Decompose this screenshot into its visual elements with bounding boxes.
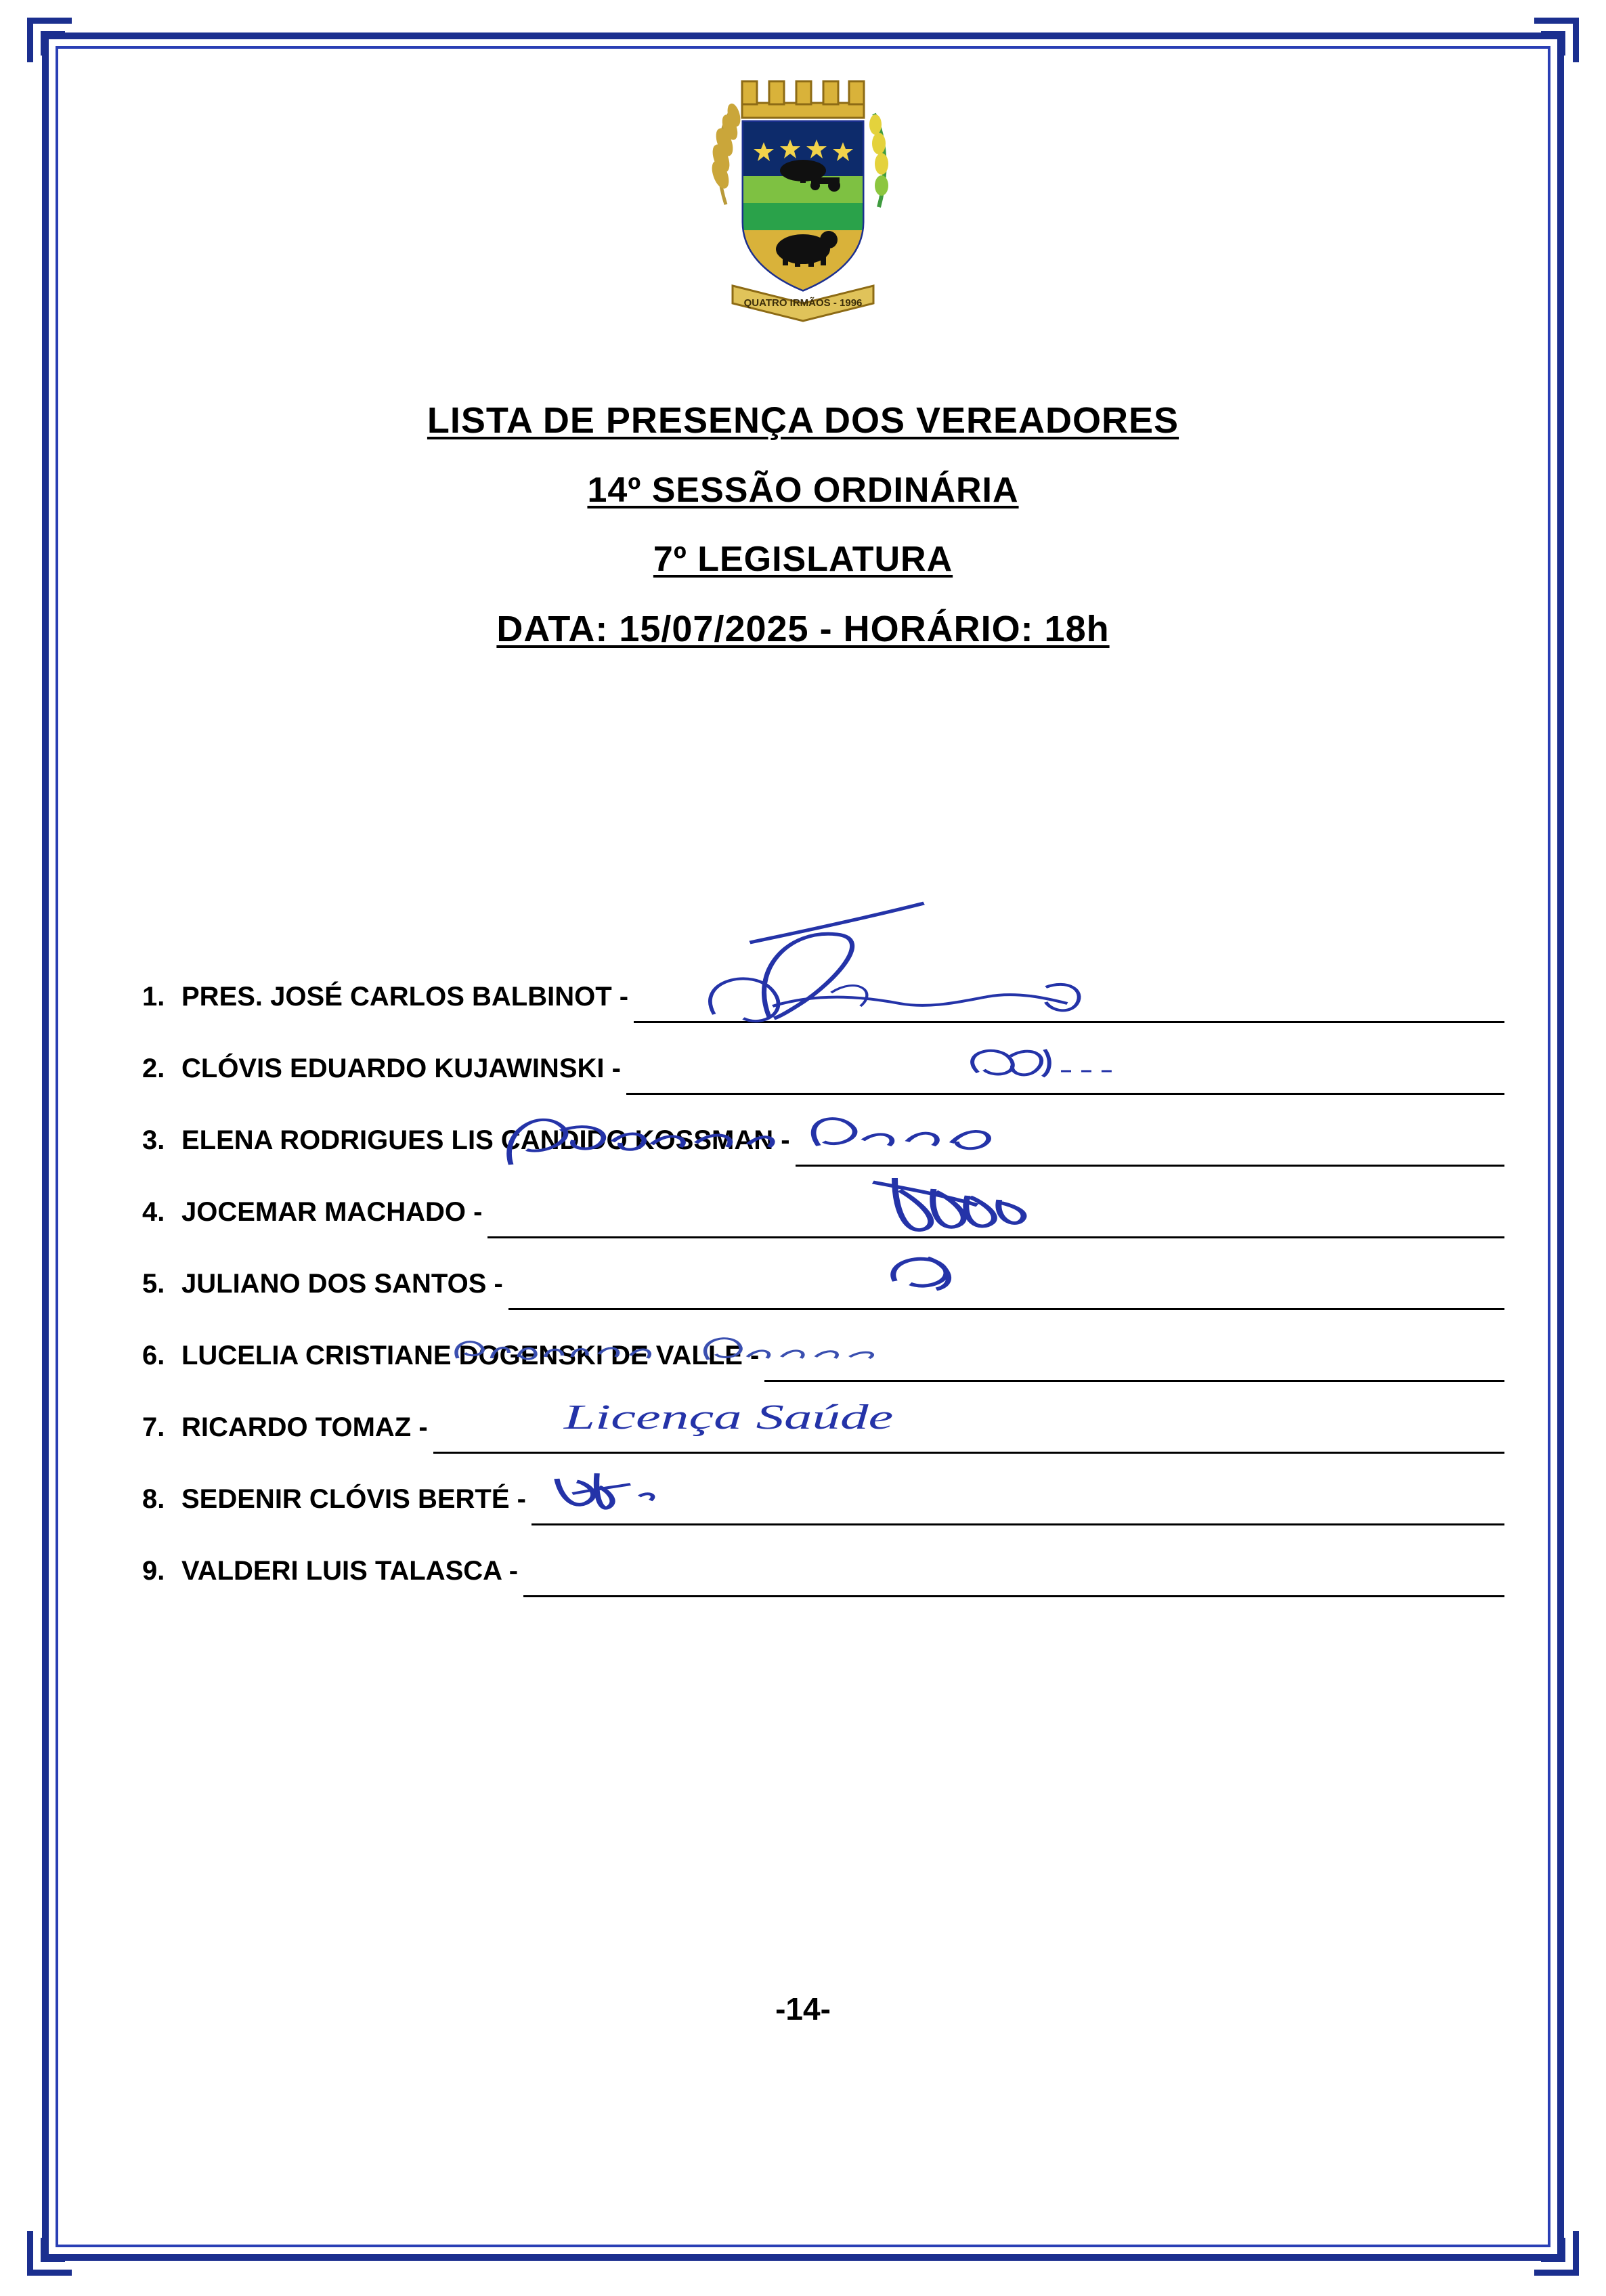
legislature-subtitle: 7º LEGISLATURA — [653, 540, 953, 579]
list-item — [142, 1525, 1504, 1597]
list-item — [142, 1023, 1504, 1095]
signature-line[interactable] — [531, 1397, 1504, 1525]
row-name: JULIANO DOS SANTOS - — [181, 1269, 503, 1299]
row-name: VALDERI LUIS TALASCA - — [181, 1556, 519, 1586]
signature-line[interactable] — [796, 1128, 1504, 1167]
row-name: ELENA RODRIGUES LIS CANDIDO KOSSMAN - — [181, 1125, 790, 1155]
signature-line[interactable] — [523, 1559, 1504, 1597]
signature-line[interactable] — [433, 1415, 1504, 1454]
row-number: 9. — [142, 1556, 165, 1586]
page-number: -14- — [775, 1991, 831, 2027]
row-name: CLÓVIS EDUARDO KUJAWINSKI - — [181, 1054, 621, 1083]
list-item — [142, 1310, 1504, 1382]
row-name: LUCELIA CRISTIANE DOGENSKI DE VALLE - — [181, 1341, 760, 1370]
row-number: 1. — [142, 982, 165, 1012]
coat-of-arms-icon — [668, 62, 938, 347]
svg-text:Licença Saúde: Licença Saúde — [563, 1397, 894, 1437]
attendance-list — [142, 951, 1504, 1597]
row-number: 4. — [142, 1197, 165, 1227]
row-name: PRES. JOSÉ CARLOS BALBINOT - — [181, 982, 629, 1012]
corner-ornament-bottom-left — [27, 2231, 72, 2276]
row-number: 7. — [142, 1412, 165, 1442]
signature-line[interactable] — [764, 1343, 1504, 1382]
signature-line[interactable] — [634, 984, 1504, 1023]
corner-ornament-bottom-right — [1534, 2231, 1579, 2276]
row-name: JOCEMAR MACHADO - — [181, 1197, 483, 1227]
corner-ornament-top-left — [27, 18, 72, 62]
signature-line[interactable] — [487, 1200, 1504, 1238]
row-number: 8. — [142, 1484, 165, 1514]
corner-ornament-top-right — [1534, 18, 1579, 62]
list-item — [142, 1238, 1504, 1310]
page-title: LISTA DE PRESENÇA DOS VEREADORES — [427, 400, 1179, 441]
row-number: 5. — [142, 1269, 165, 1299]
list-item — [142, 1382, 1504, 1454]
document-headings — [0, 399, 1606, 678]
crest-motto: QUATRO IRMÃOS - 1996 — [743, 297, 863, 309]
date-time-line: DATA: 15/07/2025 - HORÁRIO: 18h — [496, 609, 1110, 649]
row-number: 2. — [142, 1054, 165, 1083]
signature-line[interactable] — [508, 1272, 1504, 1310]
list-item — [142, 1167, 1504, 1238]
crest-container — [0, 62, 1606, 347]
list-item — [142, 1095, 1504, 1167]
row-name: RICARDO TOMAZ - — [181, 1412, 428, 1442]
row-number: 3. — [142, 1125, 165, 1155]
row-name: SEDENIR CLÓVIS BERTÉ - — [181, 1484, 526, 1514]
signature-line[interactable] — [626, 1056, 1504, 1095]
session-subtitle: 14º SESSÃO ORDINÁRIA — [587, 471, 1019, 510]
row-number: 6. — [142, 1341, 165, 1370]
list-item — [142, 951, 1504, 1023]
